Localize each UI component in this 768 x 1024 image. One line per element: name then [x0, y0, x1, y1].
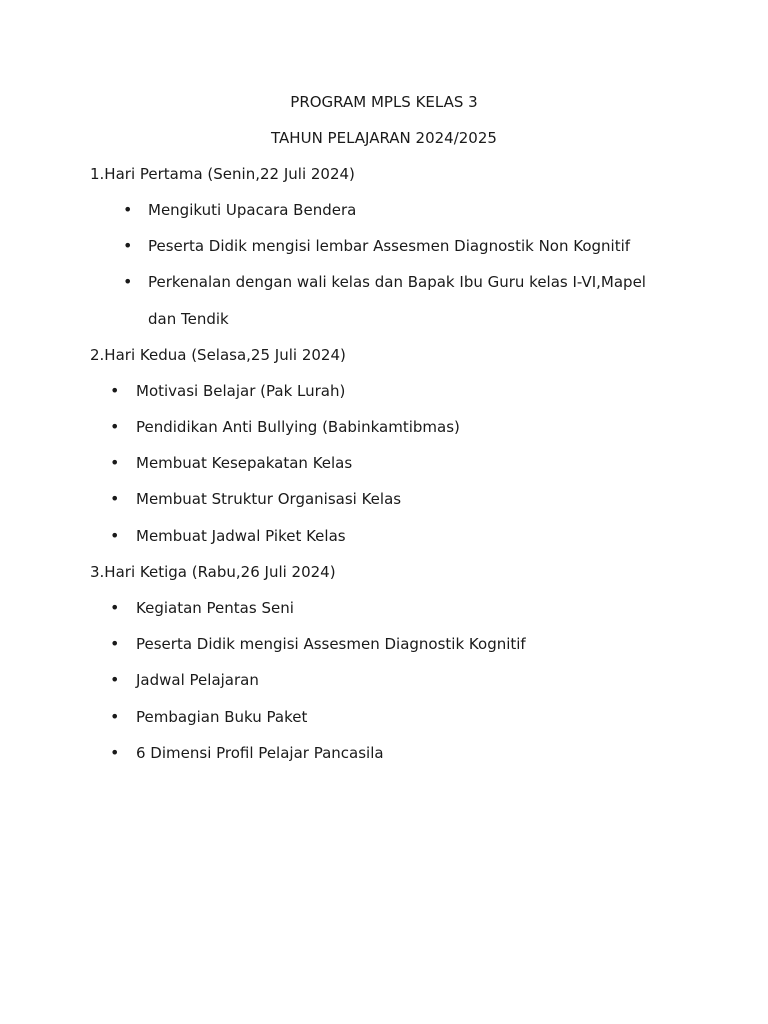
bullet-icon: • [110, 598, 120, 617]
list-item-text: Pendidikan Anti Bullying (Babinkamtibmas) [136, 418, 460, 436]
bullet-icon: • [110, 381, 120, 400]
bullet-icon: • [110, 743, 120, 762]
day-2-heading: 2.Hari Kedua (Selasa,25 Juli 2024) [90, 346, 346, 364]
bullet-icon: • [110, 489, 120, 508]
bullet-icon: • [110, 634, 120, 653]
bullet-icon: • [123, 272, 133, 291]
bullet-icon: • [110, 417, 120, 436]
list-item-text: Peserta Didik mengisi Assesmen Diagnostik Kognitif [136, 635, 526, 653]
list-item-text: Membuat Kesepakatan Kelas [136, 454, 353, 472]
list-item-text: Motivasi Belajar (Pak Lurah) [136, 382, 346, 400]
list-item-continuation: dan Tendik [148, 310, 229, 328]
list-item-text: Mengikuti Upacara Bendera [148, 201, 357, 219]
bullet-icon: • [123, 200, 133, 219]
list-item-text: Peserta Didik mengisi lembar Assesmen Diagnostik Non Kognitif [148, 237, 631, 255]
list-item-text: Membuat Jadwal Piket Kelas [136, 527, 346, 545]
list-item-text: Jadwal Pelajaran [136, 671, 259, 689]
bullet-icon: • [110, 453, 120, 472]
day-3-heading: 3.Hari Ketiga (Rabu,26 Juli 2024) [90, 563, 336, 581]
bullet-icon: • [110, 670, 120, 689]
list-item-text: Perkenalan dengan wali kelas dan Bapak Ibu Guru kelas I-VI,Mapel [148, 273, 646, 291]
bullet-icon: • [123, 236, 133, 255]
day-1-heading: 1.Hari Pertama (Senin,22 Juli 2024) [90, 165, 355, 183]
bullet-icon: • [110, 526, 120, 545]
list-item-text: 6 Dimensi Profil Pelajar Pancasila [136, 744, 384, 762]
bullet-icon: • [110, 707, 120, 726]
list-item-text: Kegiatan Pentas Seni [136, 599, 294, 617]
document-subtitle: TAHUN PELAJARAN 2024/2025 [271, 129, 497, 147]
document-title: PROGRAM MPLS KELAS 3 [290, 93, 478, 111]
list-item-text: Membuat Struktur Organisasi Kelas [136, 490, 402, 508]
list-item-text: Pembagian Buku Paket [136, 708, 308, 726]
